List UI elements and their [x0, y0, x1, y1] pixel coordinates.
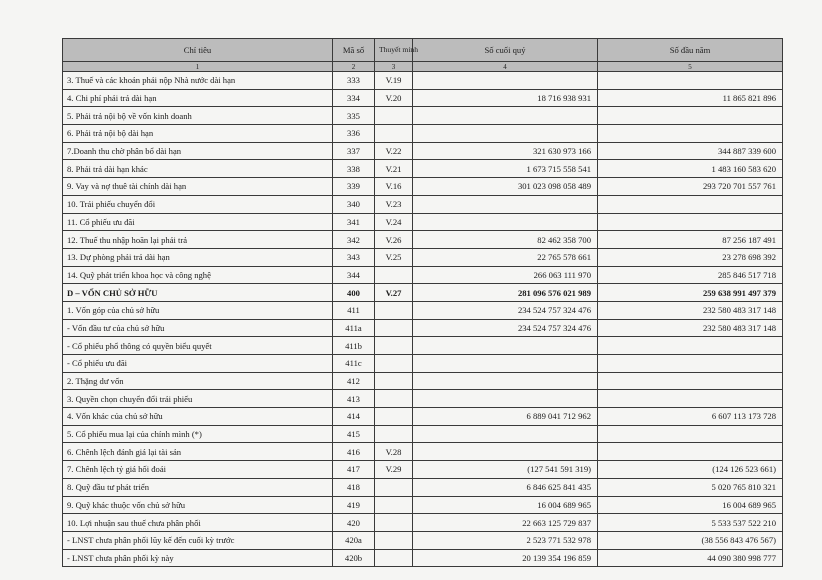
row-end-of-quarter-value — [413, 72, 598, 90]
table-row — [63, 125, 783, 143]
row-end-of-quarter-value: 1 673 715 558 541 — [413, 160, 598, 178]
table-row — [63, 531, 783, 549]
table-row — [63, 213, 783, 231]
row-end-of-quarter-value: 321 630 973 166 — [413, 142, 598, 160]
row-label: D – VỐN CHỦ SỞ HỮU — [63, 284, 333, 302]
row-label: 5. Phải trả nội bộ về vốn kinh doanh — [63, 107, 333, 125]
row-start-of-year-value — [598, 337, 783, 355]
row-label: - LNST chưa phân phối lũy kế đến cuối kỳ trước — [63, 531, 333, 549]
row-note: V.26 — [375, 231, 413, 249]
row-start-of-year-value: 5 020 765 810 321 — [598, 478, 783, 496]
row-start-of-year-value — [598, 213, 783, 231]
row-start-of-year-value — [598, 125, 783, 143]
row-label: 6. Phải trả nội bộ dài hạn — [63, 125, 333, 143]
row-start-of-year-value: 232 580 483 317 148 — [598, 319, 783, 337]
row-label: 14. Quỹ phát triển khoa học và công nghệ — [63, 266, 333, 284]
row-label: 3. Quyền chọn chuyển đổi trái phiếu — [63, 390, 333, 408]
row-note — [375, 355, 413, 373]
row-start-of-year-value: 23 278 698 392 — [598, 248, 783, 266]
row-label: 12. Thuế thu nhập hoãn lại phải trả — [63, 231, 333, 249]
row-end-of-quarter-value — [413, 443, 598, 461]
row-note — [375, 496, 413, 514]
row-start-of-year-value: 11 865 821 896 — [598, 89, 783, 107]
row-note — [375, 107, 413, 125]
row-start-of-year-value: 16 004 689 965 — [598, 496, 783, 514]
table-row — [63, 248, 783, 266]
table-row — [63, 355, 783, 373]
row-note — [375, 531, 413, 549]
row-code: 414 — [333, 408, 375, 426]
table-row — [63, 337, 783, 355]
table-row — [63, 390, 783, 408]
row-note — [375, 408, 413, 426]
table-row — [63, 284, 783, 302]
row-code: 411 — [333, 301, 375, 319]
row-end-of-quarter-value: 18 716 938 931 — [413, 89, 598, 107]
table-row — [63, 461, 783, 479]
row-code: 419 — [333, 496, 375, 514]
row-label: 6. Chênh lệch đánh giá lại tài sản — [63, 443, 333, 461]
table-row — [63, 266, 783, 284]
row-end-of-quarter-value — [413, 337, 598, 355]
column-index: 5 — [598, 62, 783, 72]
row-note: V.23 — [375, 195, 413, 213]
row-start-of-year-value: 44 090 380 998 777 — [598, 549, 783, 567]
row-note — [375, 425, 413, 443]
row-label: 2. Thặng dư vốn — [63, 372, 333, 390]
row-end-of-quarter-value: 234 524 757 324 476 — [413, 301, 598, 319]
row-end-of-quarter-value: 16 004 689 965 — [413, 496, 598, 514]
row-code: 333 — [333, 72, 375, 90]
table-row — [63, 549, 783, 567]
row-label: 7. Chênh lệch tỷ giá hối đoái — [63, 461, 333, 479]
table-row — [63, 514, 783, 532]
row-note — [375, 319, 413, 337]
row-label: 7.Doanh thu chờ phân bổ dài hạn — [63, 142, 333, 160]
header-so-cuoi-quy: Số cuối quý — [413, 39, 598, 62]
row-code: 411b — [333, 337, 375, 355]
table-row — [63, 478, 783, 496]
row-label: 5. Cổ phiếu mua lại của chính mình (*) — [63, 425, 333, 443]
table-row — [63, 178, 783, 196]
row-start-of-year-value: 5 533 537 522 210 — [598, 514, 783, 532]
row-start-of-year-value — [598, 72, 783, 90]
row-code: 338 — [333, 160, 375, 178]
row-code: 339 — [333, 178, 375, 196]
row-end-of-quarter-value: 22 663 125 729 837 — [413, 514, 598, 532]
row-end-of-quarter-value — [413, 213, 598, 231]
row-label: - LNST chưa phân phối kỳ này — [63, 549, 333, 567]
row-label: 9. Quỹ khác thuộc vốn chủ sở hữu — [63, 496, 333, 514]
row-end-of-quarter-value: 22 765 578 661 — [413, 248, 598, 266]
row-code: 337 — [333, 142, 375, 160]
row-note — [375, 301, 413, 319]
row-end-of-quarter-value — [413, 195, 598, 213]
row-code: 336 — [333, 125, 375, 143]
row-note — [375, 549, 413, 567]
row-start-of-year-value — [598, 390, 783, 408]
row-code: 411a — [333, 319, 375, 337]
row-start-of-year-value: (38 556 843 476 567) — [598, 531, 783, 549]
row-code: 416 — [333, 443, 375, 461]
row-code: 343 — [333, 248, 375, 266]
row-label: 10. Lợi nhuận sau thuế chưa phân phối — [63, 514, 333, 532]
row-start-of-year-value: 285 846 517 718 — [598, 266, 783, 284]
row-label: 9. Vay và nợ thuê tài chính dài hạn — [63, 178, 333, 196]
row-code: 413 — [333, 390, 375, 408]
row-code: 420b — [333, 549, 375, 567]
row-start-of-year-value — [598, 425, 783, 443]
row-label: 10. Trái phiếu chuyển đổi — [63, 195, 333, 213]
row-start-of-year-value: 293 720 701 557 761 — [598, 178, 783, 196]
column-index: 4 — [413, 62, 598, 72]
row-label: 8. Phải trả dài hạn khác — [63, 160, 333, 178]
row-code: 340 — [333, 195, 375, 213]
row-note: V.27 — [375, 284, 413, 302]
row-label: - Cổ phiếu ưu đãi — [63, 355, 333, 373]
row-start-of-year-value: 1 483 160 583 620 — [598, 160, 783, 178]
row-code: 417 — [333, 461, 375, 479]
table-row — [63, 89, 783, 107]
table-row — [63, 195, 783, 213]
row-end-of-quarter-value: 6 846 625 841 435 — [413, 478, 598, 496]
row-label: 4. Chi phí phải trả dài hạn — [63, 89, 333, 107]
row-start-of-year-value: (124 126 523 661) — [598, 461, 783, 479]
row-start-of-year-value — [598, 443, 783, 461]
row-code: 400 — [333, 284, 375, 302]
row-label: 3. Thuế và các khoản phải nộp Nhà nước dài hạn — [63, 72, 333, 90]
row-note — [375, 266, 413, 284]
column-index-row — [63, 62, 783, 72]
row-end-of-quarter-value — [413, 107, 598, 125]
column-index: 1 — [63, 62, 333, 72]
row-end-of-quarter-value: 266 063 111 970 — [413, 266, 598, 284]
row-code: 418 — [333, 478, 375, 496]
header-ma-so: Mã số — [333, 39, 375, 62]
row-code: 420a — [333, 531, 375, 549]
column-index: 3 — [375, 62, 413, 72]
table-row — [63, 107, 783, 125]
row-note: V.24 — [375, 213, 413, 231]
row-note: V.29 — [375, 461, 413, 479]
table-row — [63, 443, 783, 461]
row-label: 11. Cổ phiếu ưu đãi — [63, 213, 333, 231]
row-end-of-quarter-value — [413, 425, 598, 443]
row-start-of-year-value: 6 607 113 173 728 — [598, 408, 783, 426]
row-note: V.28 — [375, 443, 413, 461]
header-chi-tieu: Chỉ tiêu — [63, 39, 333, 62]
row-label: 4. Vốn khác của chủ sở hữu — [63, 408, 333, 426]
table-row — [63, 160, 783, 178]
table-row — [63, 425, 783, 443]
row-start-of-year-value: 259 638 991 497 379 — [598, 284, 783, 302]
header-thuyet-minh: Thuyết minh — [375, 39, 413, 62]
row-end-of-quarter-value: 20 139 354 196 859 — [413, 549, 598, 567]
row-start-of-year-value — [598, 195, 783, 213]
table-row — [63, 72, 783, 90]
table-row — [63, 319, 783, 337]
row-code: 335 — [333, 107, 375, 125]
table-row — [63, 408, 783, 426]
row-code: 344 — [333, 266, 375, 284]
table-header-row — [63, 39, 783, 62]
balance-sheet-table — [62, 38, 783, 567]
table-row — [63, 142, 783, 160]
row-start-of-year-value — [598, 355, 783, 373]
table-row — [63, 301, 783, 319]
row-end-of-quarter-value — [413, 125, 598, 143]
row-end-of-quarter-value: (127 541 591 319) — [413, 461, 598, 479]
row-end-of-quarter-value: 2 523 771 532 978 — [413, 531, 598, 549]
table-body — [63, 72, 783, 567]
row-code: 412 — [333, 372, 375, 390]
row-label: 8. Quỹ đầu tư phát triển — [63, 478, 333, 496]
table-row — [63, 372, 783, 390]
row-note — [375, 337, 413, 355]
row-note — [375, 390, 413, 408]
row-code: 342 — [333, 231, 375, 249]
row-end-of-quarter-value — [413, 372, 598, 390]
row-note: V.16 — [375, 178, 413, 196]
row-end-of-quarter-value: 6 889 041 712 962 — [413, 408, 598, 426]
row-end-of-quarter-value — [413, 390, 598, 408]
row-start-of-year-value — [598, 372, 783, 390]
row-end-of-quarter-value: 82 462 358 700 — [413, 231, 598, 249]
row-end-of-quarter-value: 281 096 576 021 989 — [413, 284, 598, 302]
row-code: 334 — [333, 89, 375, 107]
row-start-of-year-value: 87 256 187 491 — [598, 231, 783, 249]
row-end-of-quarter-value — [413, 355, 598, 373]
row-note: V.25 — [375, 248, 413, 266]
row-note — [375, 125, 413, 143]
row-note: V.19 — [375, 72, 413, 90]
row-start-of-year-value: 344 887 339 600 — [598, 142, 783, 160]
row-code: 415 — [333, 425, 375, 443]
row-start-of-year-value — [598, 107, 783, 125]
table-row — [63, 231, 783, 249]
row-note — [375, 478, 413, 496]
row-code: 420 — [333, 514, 375, 532]
header-so-dau-nam: Số đầu năm — [598, 39, 783, 62]
row-label: - Vốn đầu tư của chủ sở hữu — [63, 319, 333, 337]
column-index: 2 — [333, 62, 375, 72]
row-label: - Cổ phiếu phổ thông có quyền biểu quyết — [63, 337, 333, 355]
row-note: V.22 — [375, 142, 413, 160]
row-code: 411c — [333, 355, 375, 373]
row-label: 1. Vốn góp của chủ sở hữu — [63, 301, 333, 319]
row-end-of-quarter-value: 301 023 098 058 489 — [413, 178, 598, 196]
row-note — [375, 372, 413, 390]
row-note: V.20 — [375, 89, 413, 107]
row-note: V.21 — [375, 160, 413, 178]
row-note — [375, 514, 413, 532]
row-end-of-quarter-value: 234 524 757 324 476 — [413, 319, 598, 337]
table-row — [63, 496, 783, 514]
row-label: 13. Dự phòng phải trả dài hạn — [63, 248, 333, 266]
row-start-of-year-value: 232 580 483 317 148 — [598, 301, 783, 319]
row-code: 341 — [333, 213, 375, 231]
